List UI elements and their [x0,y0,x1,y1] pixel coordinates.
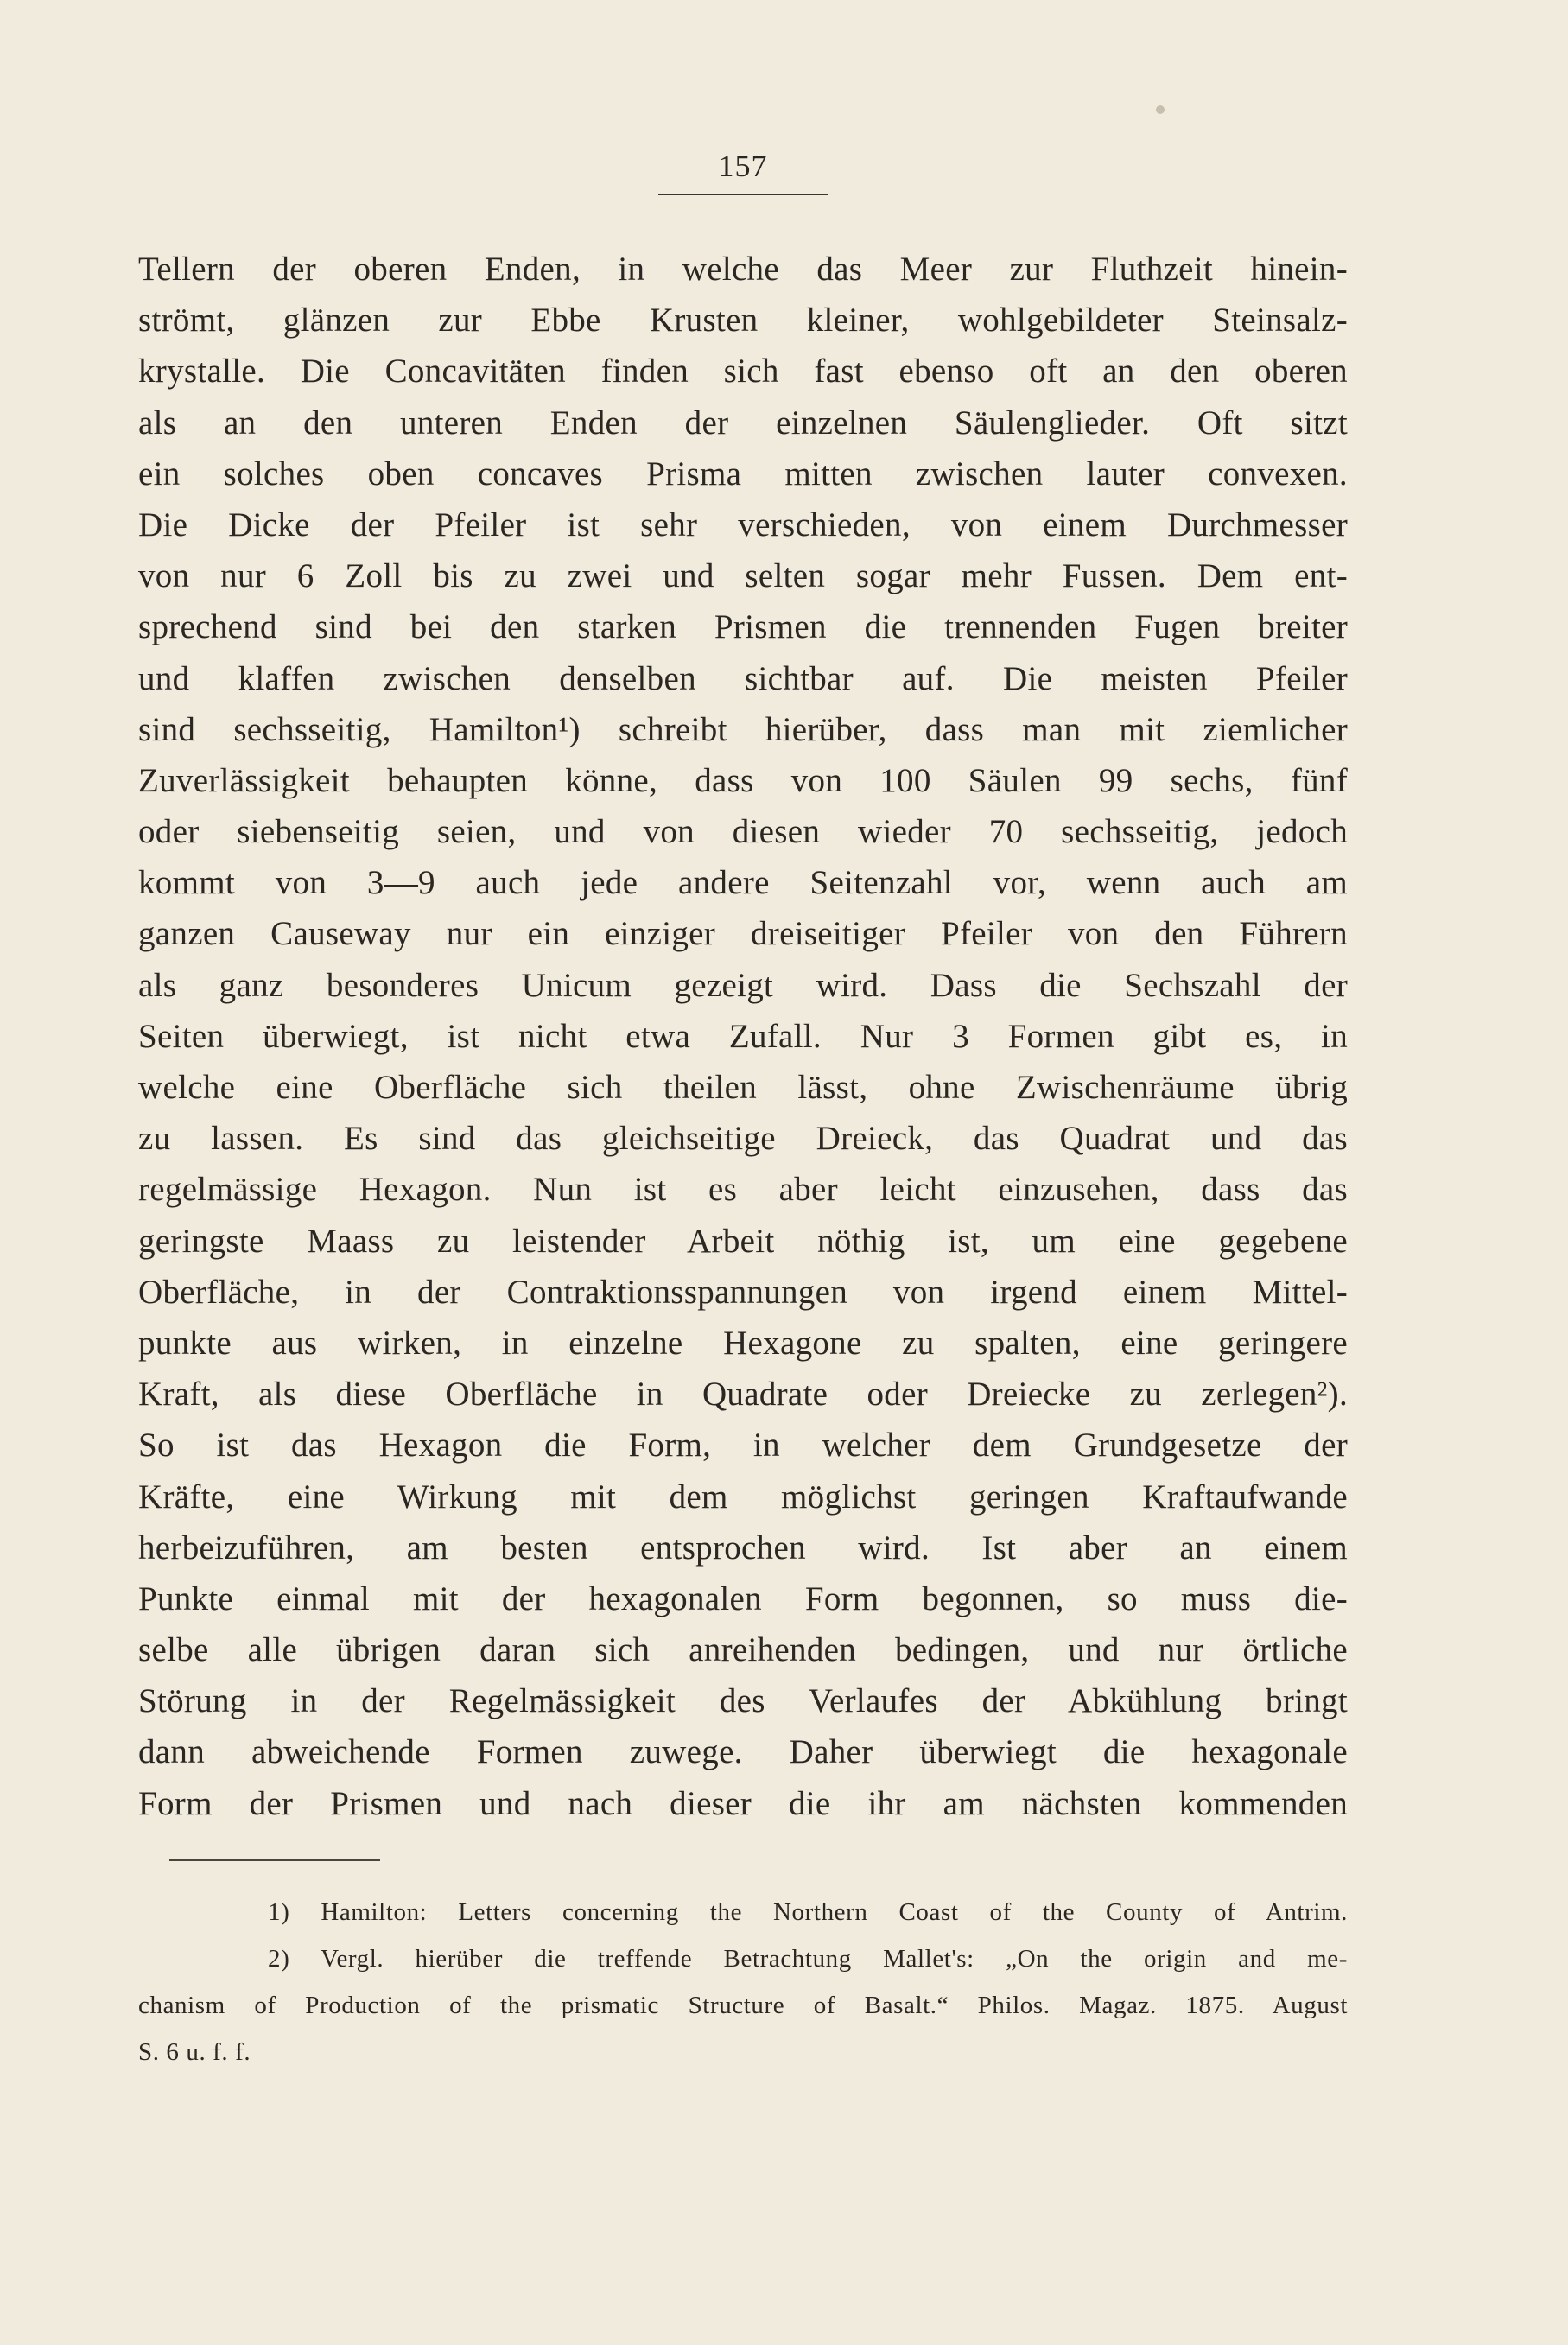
footnote-1: 1) Hamilton: Letters concerning the Northern Coast of the County of Antrim. [268,1898,1348,1926]
text-line: Form der Prismen und nach dieser die ihr am nächsten kommenden [138,1784,1348,1822]
text-line: Die Dicke der Pfeiler ist sehr verschieden, von einem Durchmesser [138,505,1348,543]
text-line: kommt von 3—9 auch jede andere Seitenzahl vor, wenn auch am [138,864,1348,902]
text-line: So ist das Hexagon die Form, in welcher dem Grundgesetze der [138,1427,1348,1465]
text-line: herbeizuführen, am besten entsprochen wird. Ist aber an einem [138,1528,1348,1567]
text-line: punkte aus wirken, in einzelne Hexagone zu spalten, eine geringere [138,1324,1348,1362]
text-line: Zuverlässigkeit behaupten könne, dass von 100 Säulen 99 sechs, fünf [138,761,1348,799]
body-text [138,244,1348,1829]
text-line: ein solches oben concaves Prisma mitten zwischen lauter convexen. [138,454,1348,493]
text-line: selbe alle übrigen daran sich anreihenden bedingen, und nur örtliche [138,1631,1348,1669]
footnote-2: 2) Vergl. hierüber die treffende Betrachtung Mallet's: „On the origin and me- [268,1945,1348,1973]
paper-speck [1156,105,1165,114]
text-line: Punkte einmal mit der hexagonalen Form begonnen, so muss die- [138,1579,1348,1617]
text-line: Oberfläche, in der Contraktionsspannungen von irgend einem Mittel- [138,1273,1348,1311]
text-line: geringste Maass zu leistender Arbeit nöthig ist, um eine gegebene [138,1222,1348,1260]
footnote-2-continued: chanism of Production of the prismatic Structure of Basalt.“ Philos. Magaz. 1875. August [138,1992,1348,2019]
text-line: strömt, glänzen zur Ebbe Krusten kleiner, wohlgebildeter Steinsalz- [138,302,1348,340]
footnote-rule [169,1859,380,1861]
text-line: als an den unteren Enden der einzelnen Säulenglieder. Oft sitzt [138,404,1348,442]
text-line: zu lassen. Es sind das gleichseitige Dreieck, das Quadrat und das [138,1120,1348,1158]
text-line: Störung in der Regelmässigkeit des Verlaufes der Abkühlung bringt [138,1682,1348,1720]
footnotes [138,1889,1348,2075]
text-line: krystalle. Die Concavitäten finden sich fast ebenso oft an den oberen [138,353,1348,391]
text-line: sind sechsseitig, Hamilton¹) schreibt hierüber, dass man mit ziemlicher [138,710,1348,748]
footnote-2-end: S. 6 u. f. f. [138,2038,251,2066]
page-number-rule [658,194,828,195]
text-line: oder siebenseitig seien, und von diesen wieder 70 sechsseitig, jedoch [138,813,1348,851]
text-line: ganzen Causeway nur ein einziger dreiseitiger Pfeiler von den Führern [138,915,1348,953]
page-number: 157 [718,149,768,183]
text-line: Seiten überwiegt, ist nicht etwa Zufall. Nur 3 Formen gibt es, in [138,1017,1348,1055]
text-line: welche eine Oberfläche sich theilen lässt, ohne Zwischenräume übrig [138,1069,1348,1106]
text-line: sprechend sind bei den starken Prismen die trennenden Fugen breiter [138,608,1348,646]
text-line: und klaffen zwischen denselben sichtbar auf. Die meisten Pfeiler [138,659,1348,697]
text-line: dann abweichende Formen zuwege. Daher überwiegt die hexagonale [138,1733,1348,1771]
text-line: Tellern der oberen Enden, in welche das Meer zur Fluthzeit hinein- [138,251,1348,288]
text-line: Kraft, als diese Oberfläche in Quadrate oder Dreiecke zu zerlegen²). [138,1376,1348,1414]
text-line: von nur 6 Zoll bis zu zwei und selten sogar mehr Fussen. Dem ent- [138,557,1348,595]
text-line: als ganz besonderes Unicum gezeigt wird. Dass die Sechszahl der [138,966,1348,1004]
text-line: Kräfte, eine Wirkung mit dem möglichst geringen Kraftaufwande [138,1478,1348,1516]
text-line: regelmässige Hexagon. Nun ist es aber leicht einzusehen, dass das [138,1171,1348,1209]
